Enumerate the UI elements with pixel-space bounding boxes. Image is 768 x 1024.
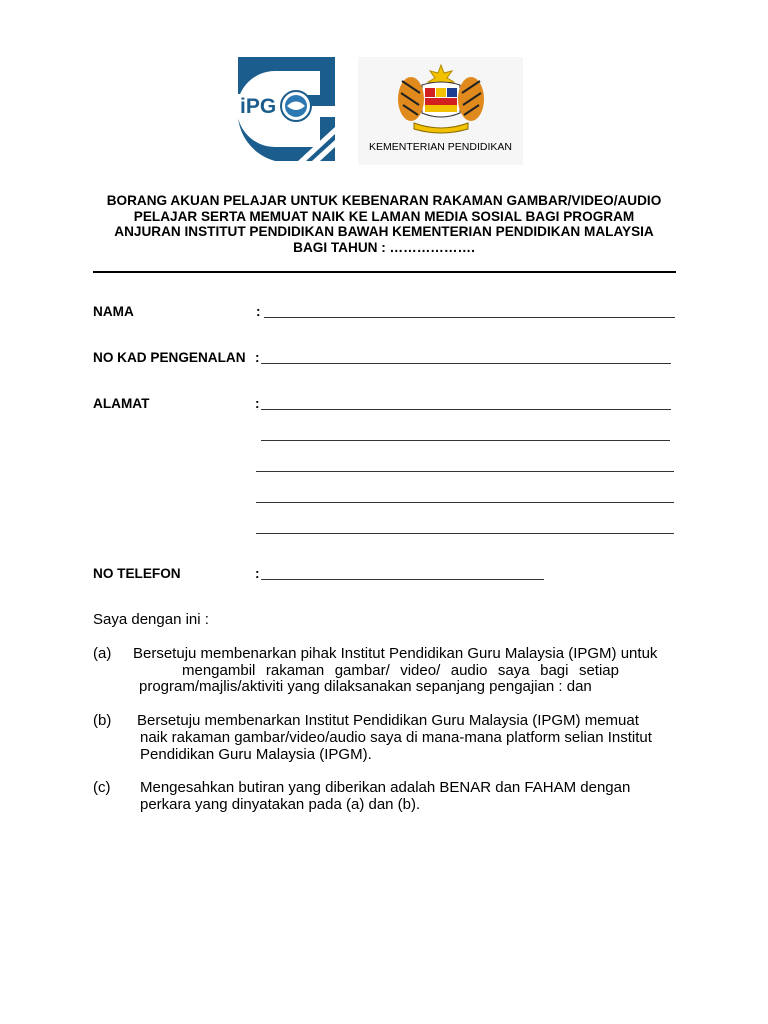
kpm-crest-logo bbox=[358, 57, 523, 165]
address-field-line-5[interactable] bbox=[256, 533, 674, 534]
item-a-line: Bersetuju membenarkan pihak Institut Pendidikan Guru Malaysia (IPGM) untuk bbox=[133, 645, 658, 662]
item-a-line: mengambil rakaman gambar/ video/ audio saya bagi setiap bbox=[182, 662, 619, 679]
telefon-colon: : bbox=[255, 566, 260, 581]
nama-colon: : bbox=[256, 304, 261, 319]
form-title-line: PELAJAR SERTA MEMUAT NAIK KE LAMAN MEDIA SOSIAL BAGI PROGRAM bbox=[133, 208, 635, 224]
telefon-label: NO TELEFON bbox=[93, 566, 181, 581]
item-b-line: Pendidikan Guru Malaysia (IPGM). bbox=[140, 746, 372, 763]
phone-field[interactable] bbox=[261, 579, 544, 580]
nama-field[interactable] bbox=[264, 317, 675, 318]
form-title bbox=[88, 193, 680, 255]
address-field-line-3[interactable] bbox=[256, 471, 674, 472]
address-field-line-4[interactable] bbox=[256, 502, 674, 503]
ipg-logo-text: iPG bbox=[240, 95, 277, 118]
form-title-line: BORANG AKUAN PELAJAR UNTUK KEBENARAN RAKAMAN GAMBAR/VIDEO/AUDIO bbox=[106, 193, 662, 208]
address-field-line-1[interactable] bbox=[261, 409, 671, 410]
alamat-colon: : bbox=[255, 396, 260, 411]
ipg-logo bbox=[238, 57, 335, 161]
item-a-marker: (a) bbox=[93, 645, 112, 662]
item-c-marker: (c) bbox=[93, 779, 111, 796]
kpm-logo-text: KEMENTERIAN PENDIDIKAN bbox=[369, 141, 512, 153]
ic-colon: : bbox=[255, 350, 260, 365]
title-divider bbox=[93, 271, 676, 273]
item-a-line: program/majlis/aktiviti yang dilaksanakan sepanjang pengajian : dan bbox=[139, 678, 592, 695]
item-b-line: Bersetuju membenarkan Institut Pendidikan Guru Malaysia (IPGM) memuat bbox=[137, 712, 639, 729]
form-title-line: ANJURAN INSTITUT PENDIDIKAN BAWAH KEMENTERIAN PENDIDIKAN MALAYSIA bbox=[114, 224, 654, 239]
item-c-line: Mengesahkan butiran yang diberikan adalah BENAR dan FAHAM dengan bbox=[140, 779, 631, 796]
ic-label: NO KAD PENGENALAN bbox=[93, 350, 246, 365]
declaration-intro: Saya dengan ini : bbox=[93, 611, 209, 628]
alamat-label: ALAMAT bbox=[93, 396, 150, 411]
item-c-line: perkara yang dinyatakan pada (a) dan (b). bbox=[140, 796, 421, 813]
form-title-line: BAGI TAHUN : ………………. bbox=[293, 239, 475, 255]
item-b-line: naik rakaman gambar/video/audio saya di mana-mana platform selian Institut bbox=[140, 729, 652, 746]
address-field-line-2[interactable] bbox=[261, 440, 670, 441]
nama-label: NAMA bbox=[93, 304, 134, 319]
item-b-marker: (b) bbox=[93, 712, 112, 729]
ic-number-field[interactable] bbox=[261, 363, 671, 364]
